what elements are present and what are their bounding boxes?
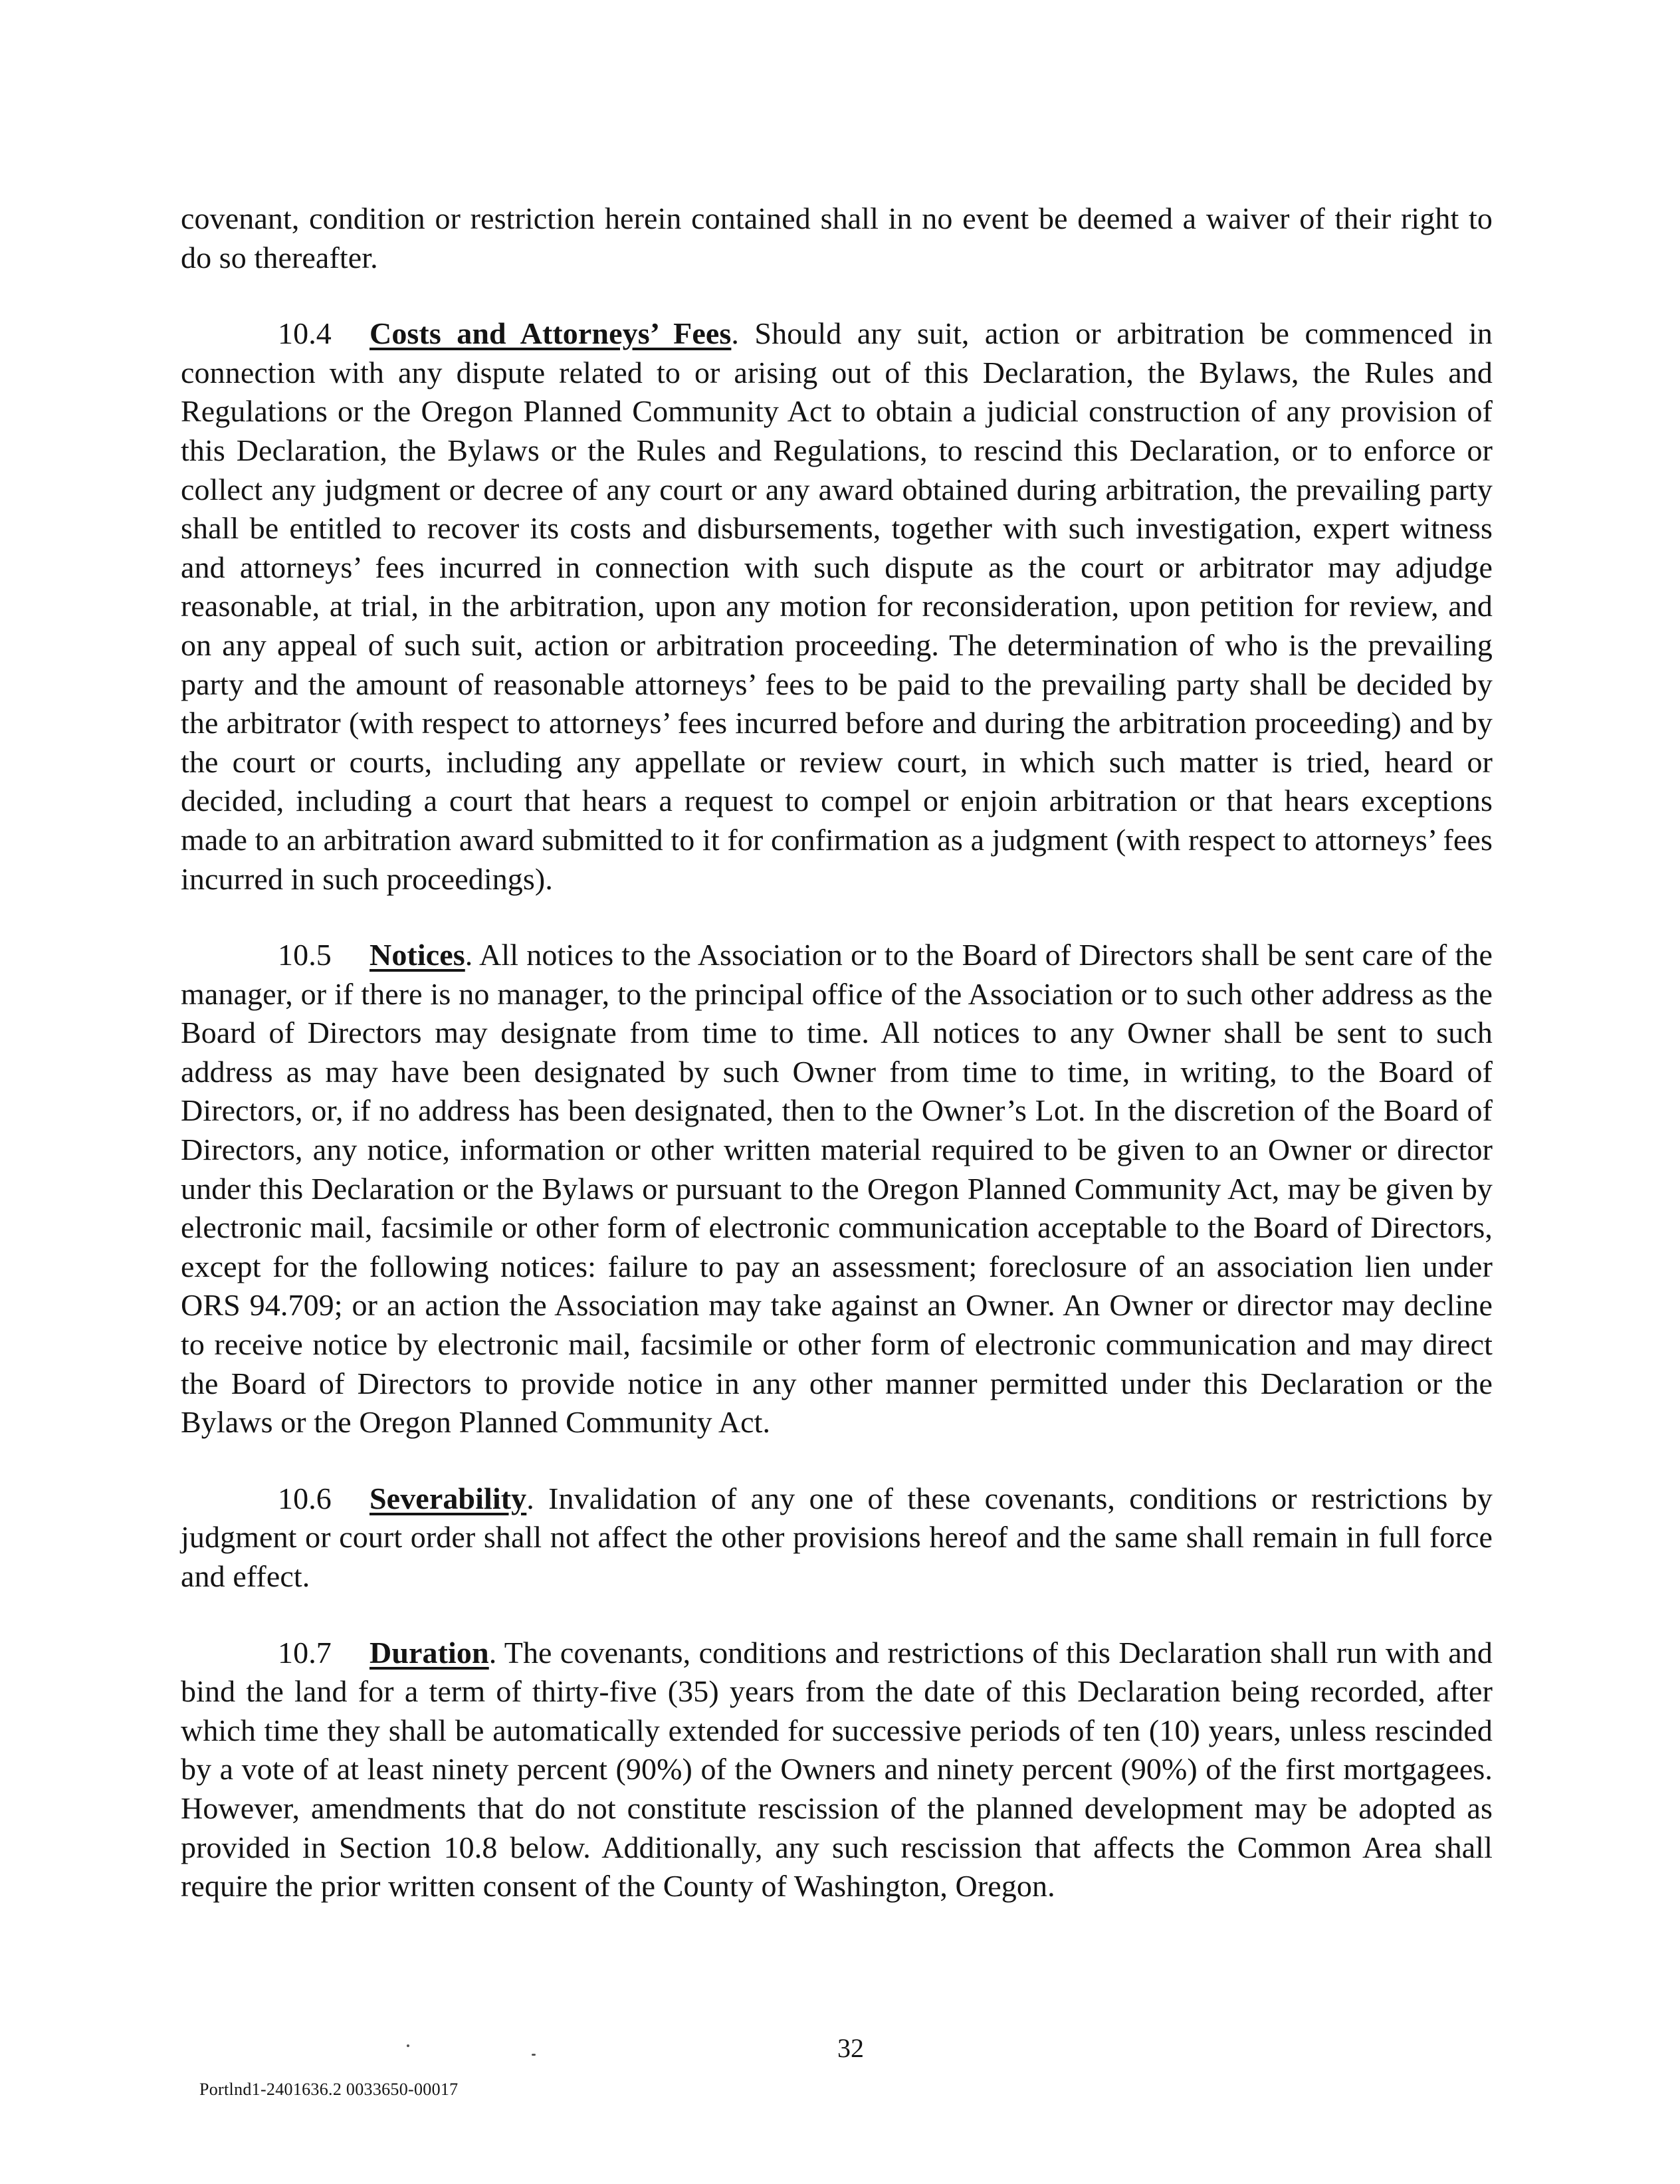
section-number: 10.6: [278, 1481, 332, 1515]
section-10-7: [181, 1634, 1493, 1906]
scan-speck: [532, 2054, 536, 2056]
scan-speck: [407, 2044, 409, 2047]
section-10-6: [181, 1479, 1493, 1596]
section-body: . Invalidation of any one of these covenants, conditions or restrictions by judgment or court order shall not affect the other provisions hereof and the same shall remain in full force and effect.: [181, 1481, 1493, 1593]
section-body: . The covenants, conditions and restrictions of this Declaration shall run with and bind the land for a term of thirty-five (35) years from the date of this Declaration being recorded, after which time they shall be automatically extended for successive periods of ten (10) years, unless rescinded by a vote of at least ninety percent (90%) of the Owners and ninety percent (90%) of the first mortgagees. However, amendments that do not constitute rescission of the planned development may be adopted as provided in Section 10.8 below. Additionally, any such rescission that affects the Common Area shall require the prior written consent of the County of Washington, Oregon.: [181, 1635, 1493, 1904]
section-number: 10.7: [278, 1635, 332, 1670]
section-10-4: [181, 314, 1493, 899]
section-10-5: [181, 936, 1493, 1442]
section-heading: Severability: [369, 1481, 527, 1515]
document-id: Portlnd1-2401636.2 0033650-00017: [199, 2080, 459, 2099]
section-heading: Costs and Attorneys’ Fees: [369, 316, 732, 351]
section-heading: Notices: [369, 938, 465, 972]
section-heading: Duration: [369, 1635, 489, 1670]
page-number: 32: [837, 2033, 864, 2063]
section-number: 10.5: [278, 938, 332, 972]
section-body: . Should any suit, action or arbitration be commenced in connection with any dispute related to or arising out of this Declaration, the Bylaws, the Rules and Regulations or the Oregon Planned Community Act to obtain a judicial construction of any provision of this Declaration, the Bylaws or the Rules and Regulations, to rescind this Declaration, or to enforce or collect any judgment or decree of any court or any award obtained during arbitration, the prevailing party shall be entitled to recover its costs and disbursements, together with such investigation, expert witness and attorneys’ fees incurred in connection with such dispute as the court or arbitrator may adjudge reasonable, at trial, in the arbitration, upon any motion for reconsideration, upon petition for review, and on any appeal of such suit, action or arbitration proceeding. The determination of who is the prevailing party and the amount of reasonable attorneys’ fees to be paid to the prevailing party shall be decided by the arbitrator (with respect to attorneys’ fees incurred before and during the arbitration proceeding) and by the court or courts, including any appellate or review court, in which such matter is tried, heard or decided, including a court that hears a request to compel or enjoin arbitration or that hears exceptions made to an arbitration award submitted to it for confirmation as a judgment (with respect to attorneys’ fees incurred in such proceedings).: [181, 316, 1493, 896]
section-body: . All notices to the Association or to the Board of Directors shall be sent care of the manager, or if there is no manager, to the principal office of the Association or to such other address as the Board of Directors may designate from time to time. All notices to any Owner shall be sent to such address as may have been designated by such Owner from time to time, in writing, to the Board of Directors, or, if no address has been designated, then to the Owner’s Lot. In the discretion of the Board of Directors, any notice, information or other written material required to be given to an Owner or director under this Declaration or the Bylaws or pursuant to the Oregon Planned Community Act, may be given by electronic mail, facsimile or other form of electronic communication acceptable to the Board of Directors, except for the following notices: failure to pay an assessment; foreclosure of an association lien under ORS 94.709; or an action the Association may take against an Owner. An Owner or director may decline to receive notice by electronic mail, facsimile or other form of electronic communication and may direct the Board of Directors to provide notice in any other manner permitted under this Declaration or the Bylaws or the Oregon Planned Community Act.: [181, 938, 1493, 1440]
continuation-paragraph: covenant, condition or restriction herein contained shall in no event be deemed a waiver of their right to do so thereafter.: [181, 201, 1493, 274]
document-body: [181, 199, 1493, 1906]
section-number: 10.4: [278, 316, 332, 351]
